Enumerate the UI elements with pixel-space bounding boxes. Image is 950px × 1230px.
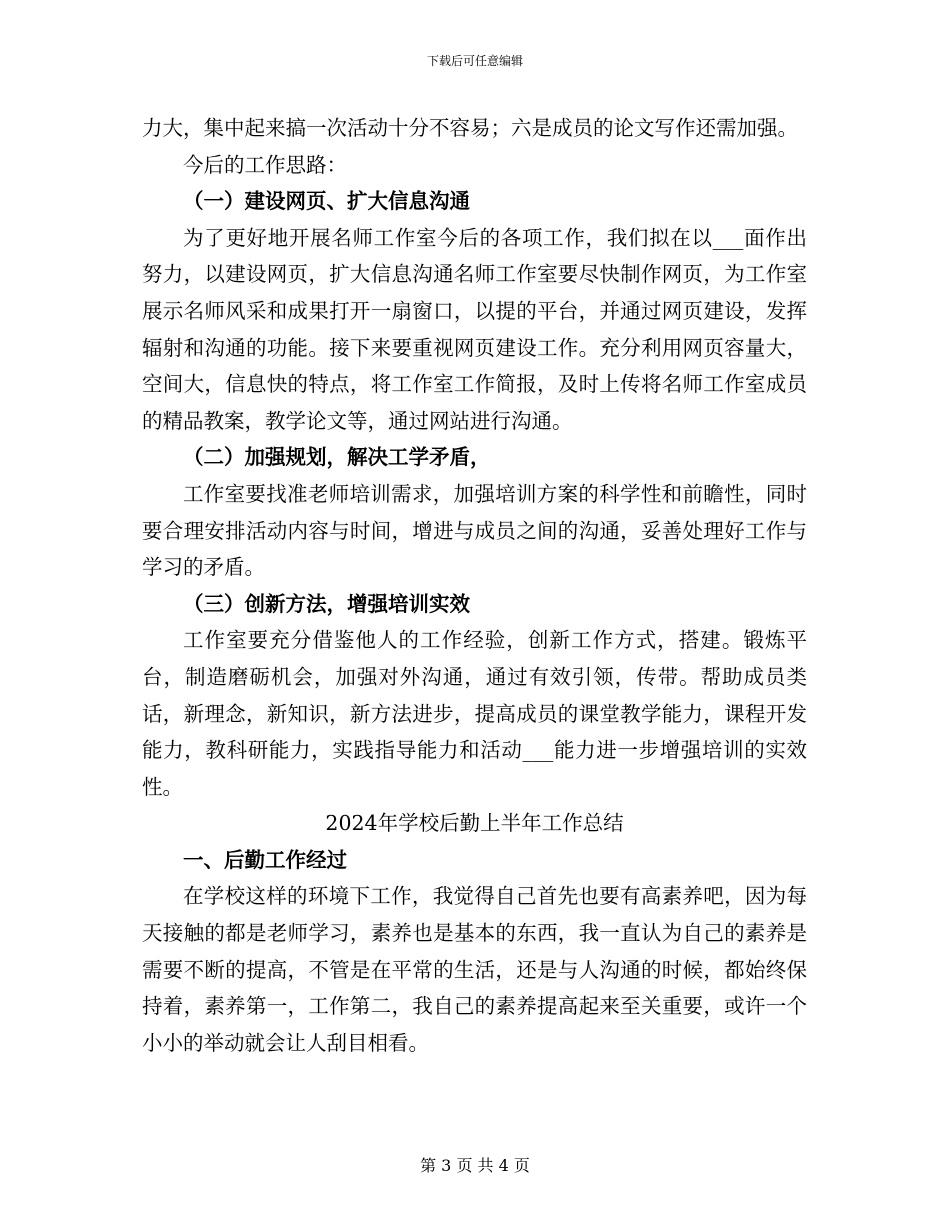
- page-header: 下载后可任意编辑: [426, 54, 523, 68]
- paragraph-section-1: 为了更好地开展名师工作室今后的各项工作，我们拟在以___面作出努力，以建设网页，扩大信息沟通名师工作室要尽快制作网页，为工作室展示名师风采和成果打开一扇窗口，以提的平台，并通过网页建设，发挥辐射和沟通的功能。接下来要重视网页建设工作。充分利用网页容量大，空间大，信息快的特点，将工作室工作简报，及时上传将名师工作室成员的精品教案，教学论文等，通过网站进行沟通。: [142, 225, 807, 433]
- page-footer: 第 3 页 共 4 页: [420, 1156, 530, 1175]
- subsection-heading: 一、后勤工作经过: [183, 847, 347, 872]
- section-heading-1: （一）建设网页、扩大信息沟通: [183, 189, 470, 214]
- paragraph-continuation: 力大，集中起来搞一次活动十分不容易；六是成员的论文写作还需加强。: [142, 116, 798, 140]
- paragraph-intro: 今后的工作思路：: [183, 152, 347, 177]
- paragraph-section-2: 工作室要找准老师培训需求，加强培训方案的科学性和前瞻性，同时要合理安排活动内容与时间，增进与成员之间的沟通，妥善处理好工作与学习的矛盾。: [142, 481, 807, 580]
- document-body: [142, 110, 807, 1061]
- section-heading-3: （三）创新方法，增强培训实效: [183, 591, 470, 616]
- section-heading-2: （二）加强规划，解决工学矛盾，: [183, 445, 491, 470]
- document-title: 2024年学校后勤上半年工作总结: [325, 811, 624, 836]
- paragraph-section-3: 工作室要充分借鉴他人的工作经验，创新工作方式，搭建。锻炼平台，制造磨砺机会，加强对外沟通，通过有效引领，传带。帮助成员类话，新理念，新知识，新方法进步，提高成员的课堂教学能力，课程开发能力，教科研能力，实践指导能力和活动___能力进一步增强培训的实效性。: [142, 628, 807, 799]
- paragraph-logistics: 在学校这样的环境下工作，我觉得自己首先也要有高素养吧，因为每天接触的都是老师学习，素养也是基本的东西，我一直认为自己的素养是需要不断的提高，不管是在平常的生活，还是与人沟通的时候，都始终保持着，素养第一，工作第二，我自己的素养提高起来至关重要，或许一个小小的举动就会让人刮目相看。: [142, 884, 807, 1055]
